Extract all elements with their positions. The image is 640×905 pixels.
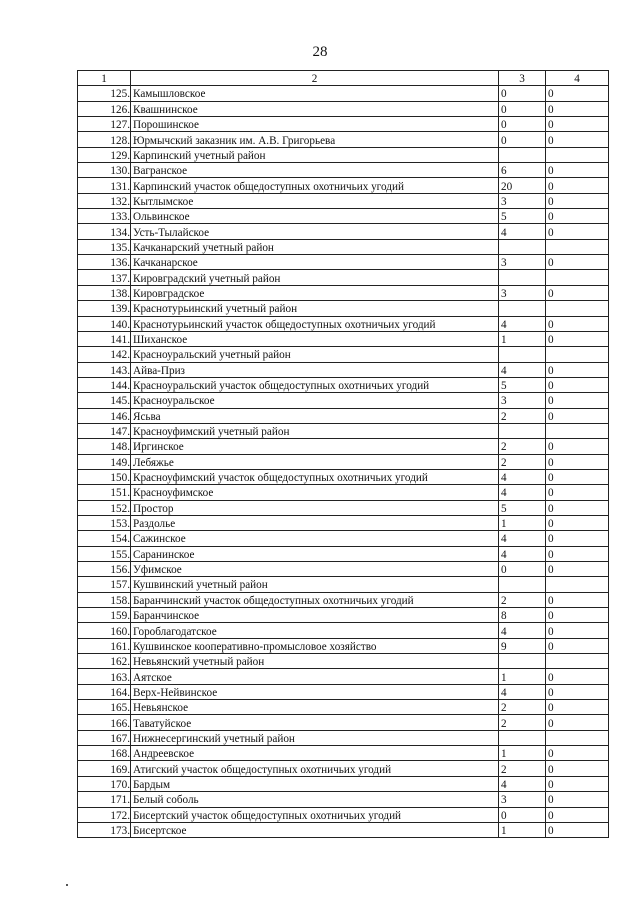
row-col3-cell: 1 — [499, 331, 546, 346]
row-number-cell: 138. — [78, 285, 131, 300]
row-number-cell: 132. — [78, 193, 131, 208]
row-col4-cell: 0 — [546, 546, 609, 561]
row-number-cell: 155. — [78, 546, 131, 561]
row-col3-cell — [499, 347, 546, 362]
row-col4-cell: 0 — [546, 669, 609, 684]
row-col4-cell: 0 — [546, 746, 609, 761]
row-name-cell: Красноуральский учетный район — [131, 347, 499, 362]
row-name-cell: Кушвинское кооперативно-промысловое хозяйство — [131, 638, 499, 653]
row-col3-cell: 2 — [499, 439, 546, 454]
row-col3-cell: 1 — [499, 515, 546, 530]
row-name-cell: Краснотурьинский участок общедоступных охотничьих угодий — [131, 316, 499, 331]
row-col3-cell: 2 — [499, 715, 546, 730]
row-col3-cell: 5 — [499, 377, 546, 392]
page-number: 28 — [312, 44, 328, 60]
table-row — [78, 193, 609, 208]
row-number-cell: 158. — [78, 592, 131, 607]
row-col4-cell: 0 — [546, 316, 609, 331]
header-cell-3: 3 — [499, 71, 546, 86]
row-col3-cell: 3 — [499, 193, 546, 208]
row-name-cell: Баранчинский участок общедоступных охотничьих угодий — [131, 592, 499, 607]
row-col3-cell: 2 — [499, 408, 546, 423]
row-col4-cell — [546, 270, 609, 285]
row-name-cell: Красноуфимский учетный район — [131, 423, 499, 438]
row-number-cell: 140. — [78, 316, 131, 331]
row-col3-cell: 0 — [499, 562, 546, 577]
table-row — [78, 776, 609, 791]
table-row — [78, 163, 609, 178]
row-col4-cell: 0 — [546, 715, 609, 730]
row-col3-cell — [499, 654, 546, 669]
table-row — [78, 669, 609, 684]
table-header-row — [78, 71, 609, 86]
row-col3-cell: 4 — [499, 485, 546, 500]
row-number-cell: 164. — [78, 684, 131, 699]
row-col3-cell: 3 — [499, 285, 546, 300]
row-col4-cell: 0 — [546, 515, 609, 530]
row-number-cell: 170. — [78, 776, 131, 791]
row-col3-cell: 0 — [499, 86, 546, 101]
row-number-cell: 151. — [78, 485, 131, 500]
row-col4-cell: 0 — [546, 331, 609, 346]
row-name-cell: Ясьва — [131, 408, 499, 423]
row-name-cell: Невьянское — [131, 700, 499, 715]
row-col4-cell: 0 — [546, 285, 609, 300]
header-cell-1: 1 — [78, 71, 131, 86]
row-col4-cell: 0 — [546, 117, 609, 132]
row-col3-cell: 2 — [499, 700, 546, 715]
row-name-cell: Гороблагодатское — [131, 623, 499, 638]
row-name-cell: Шиханское — [131, 331, 499, 346]
row-col4-cell: 0 — [546, 807, 609, 822]
row-name-cell: Квашнинское — [131, 101, 499, 116]
row-name-cell: Саранинское — [131, 546, 499, 561]
row-number-cell: 145. — [78, 393, 131, 408]
row-number-cell: 163. — [78, 669, 131, 684]
row-name-cell: Андреевское — [131, 746, 499, 761]
row-number-cell: 137. — [78, 270, 131, 285]
row-name-cell: Карпинский участок общедоступных охотничьих угодий — [131, 178, 499, 193]
table-body — [78, 71, 609, 838]
table-row — [78, 562, 609, 577]
row-col4-cell: 0 — [546, 255, 609, 270]
row-number-cell: 154. — [78, 531, 131, 546]
table-row — [78, 577, 609, 592]
row-col3-cell: 1 — [499, 669, 546, 684]
row-col4-cell: 0 — [546, 469, 609, 484]
table-row — [78, 331, 609, 346]
row-col4-cell: 0 — [546, 792, 609, 807]
row-name-cell: Кировградское — [131, 285, 499, 300]
row-col4-cell: 0 — [546, 684, 609, 699]
row-number-cell: 153. — [78, 515, 131, 530]
table-row — [78, 700, 609, 715]
row-col3-cell — [499, 577, 546, 592]
row-number-cell: 165. — [78, 700, 131, 715]
row-number-cell: 139. — [78, 301, 131, 316]
table-row — [78, 485, 609, 500]
row-name-cell: Невьянский учетный район — [131, 654, 499, 669]
row-name-cell: Красноуфимское — [131, 485, 499, 500]
table-row — [78, 592, 609, 607]
row-col4-cell: 0 — [546, 822, 609, 837]
row-col4-cell: 0 — [546, 761, 609, 776]
row-number-cell: 172. — [78, 807, 131, 822]
row-number-cell: 135. — [78, 239, 131, 254]
row-col4-cell: 0 — [546, 485, 609, 500]
row-name-cell: Иргинское — [131, 439, 499, 454]
table-row — [78, 792, 609, 807]
row-col4-cell: 0 — [546, 393, 609, 408]
table-row — [78, 362, 609, 377]
row-col4-cell: 0 — [546, 209, 609, 224]
row-number-cell: 141. — [78, 331, 131, 346]
row-col3-cell: 4 — [499, 684, 546, 699]
row-col3-cell — [499, 730, 546, 745]
row-col3-cell — [499, 301, 546, 316]
row-name-cell: Сажинское — [131, 531, 499, 546]
row-col3-cell: 9 — [499, 638, 546, 653]
header-cell-2: 2 — [131, 71, 499, 86]
row-name-cell: Кушвинский учетный район — [131, 577, 499, 592]
row-name-cell: Карпинский учетный район — [131, 147, 499, 162]
header-cell-4: 4 — [546, 71, 609, 86]
row-col4-cell — [546, 577, 609, 592]
row-col4-cell: 0 — [546, 638, 609, 653]
row-col3-cell: 4 — [499, 362, 546, 377]
row-col4-cell: 0 — [546, 86, 609, 101]
table-row — [78, 500, 609, 515]
row-col3-cell: 0 — [499, 117, 546, 132]
row-name-cell: Простор — [131, 500, 499, 515]
table-row — [78, 515, 609, 530]
row-col3-cell: 3 — [499, 393, 546, 408]
scan-speck — [66, 884, 68, 886]
row-col3-cell: 4 — [499, 469, 546, 484]
row-col3-cell: 0 — [499, 101, 546, 116]
row-col3-cell: 8 — [499, 608, 546, 623]
row-col3-cell: 4 — [499, 776, 546, 791]
row-col3-cell: 6 — [499, 163, 546, 178]
row-col3-cell — [499, 423, 546, 438]
table-row — [78, 132, 609, 147]
row-col4-cell — [546, 301, 609, 316]
table-row — [78, 439, 609, 454]
row-col4-cell: 0 — [546, 623, 609, 638]
row-number-cell: 152. — [78, 500, 131, 515]
row-number-cell: 168. — [78, 746, 131, 761]
row-col3-cell: 5 — [499, 209, 546, 224]
row-number-cell: 160. — [78, 623, 131, 638]
row-col3-cell: 4 — [499, 546, 546, 561]
row-col3-cell: 3 — [499, 792, 546, 807]
table-row — [78, 761, 609, 776]
table-row — [78, 822, 609, 837]
table-row — [78, 285, 609, 300]
row-col4-cell: 0 — [546, 101, 609, 116]
table-row — [78, 255, 609, 270]
table-row — [78, 117, 609, 132]
row-number-cell: 133. — [78, 209, 131, 224]
table-row — [78, 454, 609, 469]
row-number-cell: 142. — [78, 347, 131, 362]
row-name-cell: Порошинское — [131, 117, 499, 132]
row-col4-cell: 0 — [546, 132, 609, 147]
row-col3-cell: 20 — [499, 178, 546, 193]
row-name-cell: Раздолье — [131, 515, 499, 530]
row-number-cell: 149. — [78, 454, 131, 469]
row-col3-cell: 0 — [499, 807, 546, 822]
row-col3-cell: 5 — [499, 500, 546, 515]
data-table — [77, 70, 609, 838]
row-col4-cell: 0 — [546, 454, 609, 469]
row-col3-cell — [499, 239, 546, 254]
row-number-cell: 156. — [78, 562, 131, 577]
row-col4-cell: 0 — [546, 224, 609, 239]
row-name-cell: Баранчинское — [131, 608, 499, 623]
row-name-cell: Вагранское — [131, 163, 499, 178]
row-col3-cell: 1 — [499, 822, 546, 837]
row-number-cell: 173. — [78, 822, 131, 837]
row-name-cell: Бисертское — [131, 822, 499, 837]
row-number-cell: 128. — [78, 132, 131, 147]
row-number-cell: 136. — [78, 255, 131, 270]
row-name-cell: Бисертский участок общедоступных охотничьих угодий — [131, 807, 499, 822]
row-name-cell: Верх-Нейвинское — [131, 684, 499, 699]
table-row — [78, 316, 609, 331]
row-number-cell: 127. — [78, 117, 131, 132]
row-col3-cell: 4 — [499, 316, 546, 331]
row-number-cell: 143. — [78, 362, 131, 377]
row-col4-cell: 0 — [546, 178, 609, 193]
table-row — [78, 684, 609, 699]
table-row — [78, 546, 609, 561]
table-row — [78, 807, 609, 822]
table-row — [78, 469, 609, 484]
row-name-cell: Красноуфимский участок общедоступных охотничьих угодий — [131, 469, 499, 484]
table-row — [78, 377, 609, 392]
row-col3-cell: 2 — [499, 454, 546, 469]
row-name-cell: Белый соболь — [131, 792, 499, 807]
table-row — [78, 301, 609, 316]
row-col4-cell: 0 — [546, 776, 609, 791]
row-number-cell: 167. — [78, 730, 131, 745]
table-row — [78, 270, 609, 285]
row-col4-cell — [546, 147, 609, 162]
row-number-cell: 146. — [78, 408, 131, 423]
table-row — [78, 239, 609, 254]
row-name-cell: Бардым — [131, 776, 499, 791]
row-col3-cell — [499, 270, 546, 285]
row-col4-cell — [546, 239, 609, 254]
row-name-cell: Ольвинское — [131, 209, 499, 224]
table-row — [78, 638, 609, 653]
row-col3-cell — [499, 147, 546, 162]
row-col4-cell: 0 — [546, 608, 609, 623]
row-number-cell: 131. — [78, 178, 131, 193]
table-row — [78, 730, 609, 745]
row-col4-cell: 0 — [546, 531, 609, 546]
row-number-cell: 130. — [78, 163, 131, 178]
row-number-cell: 157. — [78, 577, 131, 592]
row-number-cell: 125. — [78, 86, 131, 101]
row-number-cell: 148. — [78, 439, 131, 454]
row-number-cell: 161. — [78, 638, 131, 653]
row-col4-cell: 0 — [546, 500, 609, 515]
row-col4-cell: 0 — [546, 562, 609, 577]
table-row — [78, 623, 609, 638]
row-number-cell: 144. — [78, 377, 131, 392]
row-col4-cell: 0 — [546, 700, 609, 715]
row-number-cell: 129. — [78, 147, 131, 162]
row-number-cell: 126. — [78, 101, 131, 116]
table-row — [78, 531, 609, 546]
row-number-cell: 147. — [78, 423, 131, 438]
row-col4-cell: 0 — [546, 193, 609, 208]
table-row — [78, 423, 609, 438]
row-number-cell: 159. — [78, 608, 131, 623]
row-name-cell: Айва-Приз — [131, 362, 499, 377]
row-number-cell: 171. — [78, 792, 131, 807]
table-row — [78, 209, 609, 224]
row-name-cell: Красноуральское — [131, 393, 499, 408]
row-name-cell: Атигский участок общедоступных охотничьих угодий — [131, 761, 499, 776]
row-col3-cell: 0 — [499, 132, 546, 147]
row-number-cell: 134. — [78, 224, 131, 239]
table-row — [78, 147, 609, 162]
row-col4-cell: 0 — [546, 377, 609, 392]
row-name-cell: Краснотурьинский учетный район — [131, 301, 499, 316]
table-row — [78, 101, 609, 116]
row-col3-cell: 3 — [499, 255, 546, 270]
row-col4-cell: 0 — [546, 362, 609, 377]
row-name-cell: Лебяжье — [131, 454, 499, 469]
row-col3-cell: 4 — [499, 623, 546, 638]
table-row — [78, 86, 609, 101]
row-name-cell: Таватуйское — [131, 715, 499, 730]
row-name-cell: Кировградский учетный район — [131, 270, 499, 285]
row-col3-cell: 2 — [499, 592, 546, 607]
row-name-cell: Кытлымское — [131, 193, 499, 208]
table-row — [78, 746, 609, 761]
row-col4-cell — [546, 423, 609, 438]
row-col3-cell: 4 — [499, 224, 546, 239]
table-row — [78, 224, 609, 239]
row-number-cell: 169. — [78, 761, 131, 776]
row-number-cell: 166. — [78, 715, 131, 730]
row-col4-cell: 0 — [546, 163, 609, 178]
row-col3-cell: 2 — [499, 761, 546, 776]
row-col4-cell — [546, 654, 609, 669]
row-col4-cell — [546, 347, 609, 362]
row-number-cell: 150. — [78, 469, 131, 484]
row-col3-cell: 1 — [499, 746, 546, 761]
row-name-cell: Аятское — [131, 669, 499, 684]
table-row — [78, 608, 609, 623]
row-number-cell: 162. — [78, 654, 131, 669]
row-col4-cell: 0 — [546, 439, 609, 454]
row-name-cell: Уфимское — [131, 562, 499, 577]
row-name-cell: Нижнесергинский учетный район — [131, 730, 499, 745]
row-col4-cell — [546, 730, 609, 745]
table-row — [78, 178, 609, 193]
row-name-cell: Усть-Тылайское — [131, 224, 499, 239]
row-name-cell: Камышловское — [131, 86, 499, 101]
table-row — [78, 408, 609, 423]
row-col3-cell: 4 — [499, 531, 546, 546]
table-row — [78, 654, 609, 669]
row-col4-cell: 0 — [546, 592, 609, 607]
table-row — [78, 715, 609, 730]
table-row — [78, 347, 609, 362]
row-name-cell: Качканарское — [131, 255, 499, 270]
row-name-cell: Качканарский учетный район — [131, 239, 499, 254]
row-col4-cell: 0 — [546, 408, 609, 423]
table-row — [78, 393, 609, 408]
row-name-cell: Юрмычский заказник им. А.В. Григорьева — [131, 132, 499, 147]
row-name-cell: Красноуральский участок общедоступных охотничьих угодий — [131, 377, 499, 392]
